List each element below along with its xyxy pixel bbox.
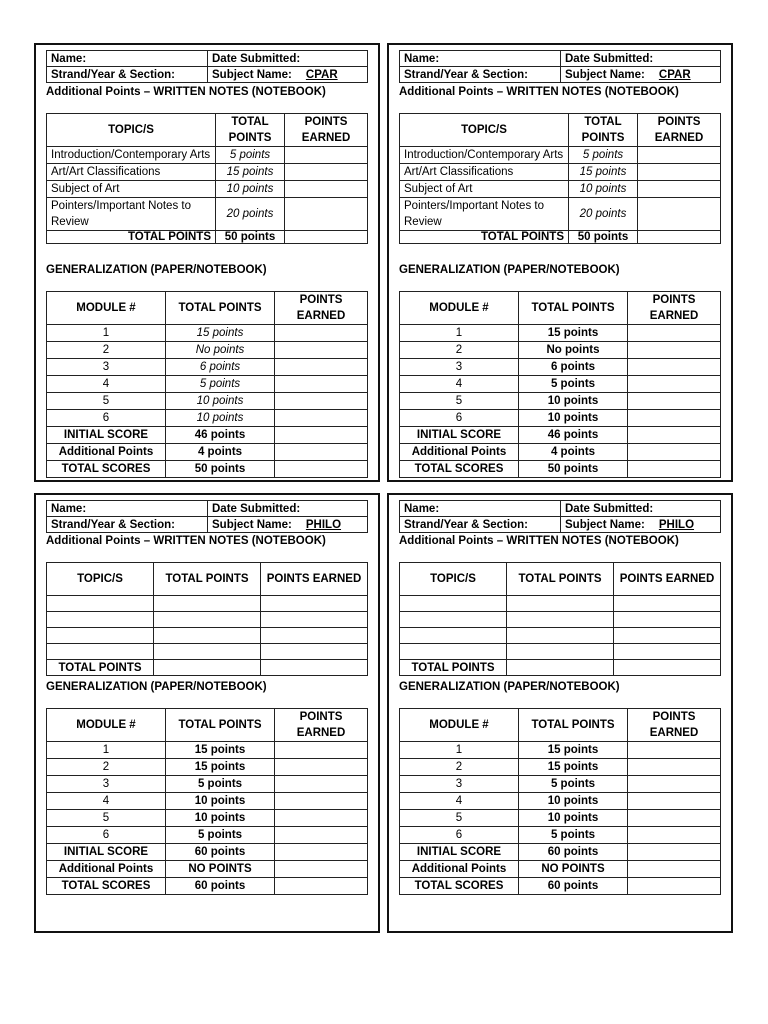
points-earned-cell[interactable] xyxy=(638,164,721,181)
points-earned-cell[interactable] xyxy=(261,628,368,644)
topic-row xyxy=(400,628,721,644)
topics-table: TOPIC/S TOTAL POINTS POINTS EARNED TOTAL POINTS xyxy=(399,562,721,676)
points-earned-cell[interactable] xyxy=(614,596,721,612)
section-field[interactable]: Strand/Year & Section: xyxy=(47,67,208,83)
points-earned-cell[interactable] xyxy=(614,660,721,676)
module-row: 6 10 points xyxy=(400,410,721,427)
module-row: 4 10 points xyxy=(47,793,368,810)
points-earned-cell[interactable] xyxy=(614,628,721,644)
name-field[interactable]: Name: xyxy=(47,51,208,67)
topic-row xyxy=(400,596,721,612)
module-row: 1 15 points xyxy=(400,742,721,759)
points-earned-cell[interactable] xyxy=(261,644,368,660)
generalization-title: GENERALIZATION (PAPER/NOTEBOOK) xyxy=(399,264,620,276)
topic-cell[interactable] xyxy=(400,644,507,660)
philo-card-right xyxy=(387,493,733,933)
module-row: 6 5 points xyxy=(47,827,368,844)
total-points-cell[interactable] xyxy=(507,644,614,660)
points-earned-cell[interactable] xyxy=(275,444,368,461)
additional-points-row: Additional Points NO POINTS xyxy=(400,861,721,878)
total-points-cell[interactable] xyxy=(507,660,614,676)
points-earned-cell[interactable] xyxy=(285,231,368,244)
points-earned-cell[interactable] xyxy=(275,844,368,861)
points-earned-cell[interactable] xyxy=(275,793,368,810)
cpar-card-left xyxy=(34,43,380,482)
points-earned-cell[interactable] xyxy=(614,644,721,660)
section-field[interactable]: Strand/Year & Section: xyxy=(400,67,561,83)
points-earned-cell[interactable] xyxy=(628,444,721,461)
module-row: 2 15 points xyxy=(47,759,368,776)
additional-points-row: Additional Points 4 points xyxy=(47,444,368,461)
topic-row: Art/Art Classifications 15 points xyxy=(400,164,721,181)
topic-cell[interactable] xyxy=(400,596,507,612)
generalization-title: GENERALIZATION (PAPER/NOTEBOOK) xyxy=(46,681,267,693)
module-row: 2 No points xyxy=(47,342,368,359)
points-earned-cell[interactable] xyxy=(275,461,368,478)
generalization-title: GENERALIZATION (PAPER/NOTEBOOK) xyxy=(46,264,267,276)
points-earned-cell[interactable] xyxy=(628,878,721,895)
topic-row: Introduction/Contemporary Arts 5 points xyxy=(47,147,368,164)
points-earned-cell[interactable] xyxy=(628,810,721,827)
initial-score-row: INITIAL SCORE 46 points xyxy=(47,427,368,444)
points-earned-cell[interactable] xyxy=(638,181,721,198)
points-earned-cell[interactable] xyxy=(275,410,368,427)
topic-cell[interactable] xyxy=(47,628,154,644)
module-row: 2 15 points xyxy=(400,759,721,776)
points-earned-cell[interactable] xyxy=(628,410,721,427)
points-earned-cell[interactable] xyxy=(275,393,368,410)
total-scores-row: TOTAL SCORES 50 points xyxy=(400,461,721,478)
points-earned-cell[interactable] xyxy=(628,861,721,878)
initial-score-row: INITIAL SCORE 46 points xyxy=(400,427,721,444)
points-earned-cell[interactable] xyxy=(275,325,368,342)
modules-table: MODULE # TOTAL POINTS POINTS EARNED 1 15 points 2 No points 3 6 points 4 5 points 5 10 points 6 10 points INITIAL SCORE 46 points Additional Points 4 points TOTAL SCORES 50 points xyxy=(399,291,721,478)
topic-row: Pointers/Important Notes to Review 20 points xyxy=(47,198,368,231)
additional-points-row: Additional Points NO POINTS xyxy=(47,861,368,878)
topic-row: Subject of Art 10 points xyxy=(400,181,721,198)
total-points-cell[interactable] xyxy=(507,596,614,612)
topic-row xyxy=(400,644,721,660)
name-field[interactable]: Name: xyxy=(400,501,561,517)
points-earned-cell[interactable] xyxy=(275,359,368,376)
student-header xyxy=(46,50,368,83)
subject-field: Subject Name: CPAR xyxy=(208,67,368,83)
module-row: 3 5 points xyxy=(47,776,368,793)
topic-row: Introduction/Contemporary Arts 5 points xyxy=(400,147,721,164)
module-row: 4 5 points xyxy=(47,376,368,393)
total-scores-row: TOTAL SCORES 60 points xyxy=(400,878,721,895)
points-earned-cell[interactable] xyxy=(275,827,368,844)
topic-row: Art/Art Classifications 15 points xyxy=(47,164,368,181)
additional-points-row: Additional Points 4 points xyxy=(400,444,721,461)
points-earned-cell[interactable] xyxy=(628,759,721,776)
points-earned-cell[interactable] xyxy=(614,612,721,628)
topics-table: TOPIC/S TOTAL POINTS POINTS EARNED TOTAL POINTS xyxy=(46,562,368,676)
points-earned-cell[interactable] xyxy=(638,231,721,244)
cpar-card-right xyxy=(387,43,733,482)
topics-total-row: TOTAL POINTS 50 points xyxy=(47,231,368,244)
date-submitted-field[interactable]: Date Submitted: xyxy=(561,501,721,517)
section-field[interactable]: Strand/Year & Section: xyxy=(47,517,208,533)
written-notes-title: Additional Points – WRITTEN NOTES (NOTEBOOK) xyxy=(399,86,679,98)
topic-row xyxy=(47,628,368,644)
modules-table: MODULE # TOTAL POINTS POINTS EARNED 1 15 points 2 15 points 3 5 points 4 10 points 5 10 points 6 5 points INITIAL SCORE 60 points Additional Points NO POINTS TOTAL SCORES 60 points xyxy=(46,708,368,895)
points-earned-cell[interactable] xyxy=(275,342,368,359)
module-row: 4 10 points xyxy=(400,793,721,810)
modules-table: MODULE # TOTAL POINTS POINTS EARNED 1 15 points 2 No points 3 6 points 4 5 points 5 10 points 6 10 points INITIAL SCORE 46 points Additional Points 4 points TOTAL SCORES 50 points xyxy=(46,291,368,478)
points-earned-cell[interactable] xyxy=(285,147,368,164)
topic-row: Pointers/Important Notes to Review 20 points xyxy=(400,198,721,231)
points-earned-cell[interactable] xyxy=(261,612,368,628)
subject-field: Subject Name: PHILO xyxy=(208,517,368,533)
module-row: 6 10 points xyxy=(47,410,368,427)
written-notes-title: Additional Points – WRITTEN NOTES (NOTEBOOK) xyxy=(46,86,326,98)
topics-table: TOPIC/S TOTAL POINTS POINTS EARNED Introduction/Contemporary Arts 5 points Art/Art Classifications 15 points Subject of Art 10 points Pointers/Important Notes to Review 20 points TOTAL POINTS 50 points xyxy=(46,113,368,244)
points-earned-cell[interactable] xyxy=(628,359,721,376)
total-points-cell[interactable] xyxy=(154,644,261,660)
points-earned-cell[interactable] xyxy=(638,147,721,164)
module-row: 5 10 points xyxy=(47,393,368,410)
points-earned-cell[interactable] xyxy=(275,759,368,776)
name-field[interactable]: Name: xyxy=(47,501,208,517)
topic-row xyxy=(47,596,368,612)
points-earned-cell[interactable] xyxy=(275,878,368,895)
module-row: 1 15 points xyxy=(47,742,368,759)
total-points-cell[interactable] xyxy=(154,596,261,612)
subject-field: Subject Name: PHILO xyxy=(561,517,721,533)
student-header xyxy=(46,500,368,533)
points-earned-cell[interactable] xyxy=(628,742,721,759)
name-field[interactable]: Name: xyxy=(400,51,561,67)
points-earned-cell[interactable] xyxy=(275,861,368,878)
points-earned-cell[interactable] xyxy=(285,164,368,181)
topics-table: TOPIC/S TOTAL POINTS POINTS EARNED Introduction/Contemporary Arts 5 points Art/Art Classifications 15 points Subject of Art 10 points Pointers/Important Notes to Review 20 points TOTAL POINTS 50 points xyxy=(399,113,721,244)
date-submitted-field[interactable]: Date Submitted: xyxy=(208,51,368,67)
topic-cell[interactable] xyxy=(400,628,507,644)
points-earned-cell[interactable] xyxy=(628,393,721,410)
points-earned-cell[interactable] xyxy=(638,198,721,231)
points-earned-cell[interactable] xyxy=(285,181,368,198)
points-earned-cell[interactable] xyxy=(275,776,368,793)
topic-cell[interactable] xyxy=(47,644,154,660)
module-row: 3 6 points xyxy=(400,359,721,376)
written-notes-title: Additional Points – WRITTEN NOTES (NOTEBOOK) xyxy=(399,535,679,547)
points-earned-cell[interactable] xyxy=(628,427,721,444)
topic-row xyxy=(400,612,721,628)
module-row: 1 15 points xyxy=(47,325,368,342)
points-earned-cell[interactable] xyxy=(628,827,721,844)
module-row: 5 10 points xyxy=(400,810,721,827)
philo-card-left xyxy=(34,493,380,933)
total-points-cell[interactable] xyxy=(507,628,614,644)
initial-score-row: INITIAL SCORE 60 points xyxy=(47,844,368,861)
total-points-cell[interactable] xyxy=(154,628,261,644)
module-row: 5 10 points xyxy=(47,810,368,827)
points-earned-cell[interactable] xyxy=(628,793,721,810)
points-earned-cell[interactable] xyxy=(261,596,368,612)
points-earned-cell[interactable] xyxy=(628,376,721,393)
generalization-title: GENERALIZATION (PAPER/NOTEBOOK) xyxy=(399,681,620,693)
initial-score-row: INITIAL SCORE 60 points xyxy=(400,844,721,861)
subject-field: Subject Name: CPAR xyxy=(561,67,721,83)
points-earned-cell[interactable] xyxy=(628,844,721,861)
points-earned-cell[interactable] xyxy=(285,198,368,231)
topic-row xyxy=(47,644,368,660)
topics-total-row: TOTAL POINTS xyxy=(400,660,721,676)
module-row: 3 6 points xyxy=(47,359,368,376)
module-row: 1 15 points xyxy=(400,325,721,342)
topic-cell[interactable] xyxy=(47,612,154,628)
topic-row xyxy=(47,612,368,628)
topic-row: Subject of Art 10 points xyxy=(47,181,368,198)
points-earned-cell[interactable] xyxy=(275,376,368,393)
module-row: 4 5 points xyxy=(400,376,721,393)
topics-total-row: TOTAL POINTS xyxy=(47,660,368,676)
module-row: 6 5 points xyxy=(400,827,721,844)
points-earned-cell[interactable] xyxy=(628,776,721,793)
module-row: 5 10 points xyxy=(400,393,721,410)
points-earned-cell[interactable] xyxy=(275,427,368,444)
date-submitted-field[interactable]: Date Submitted: xyxy=(561,51,721,67)
total-scores-row: TOTAL SCORES 60 points xyxy=(47,878,368,895)
topic-cell[interactable] xyxy=(47,596,154,612)
topic-cell[interactable] xyxy=(400,612,507,628)
points-earned-cell[interactable] xyxy=(628,461,721,478)
total-points-cell[interactable] xyxy=(507,612,614,628)
total-points-cell[interactable] xyxy=(154,660,261,676)
module-row: 3 5 points xyxy=(400,776,721,793)
topics-total-row: TOTAL POINTS 50 points xyxy=(400,231,721,244)
date-submitted-field[interactable]: Date Submitted: xyxy=(208,501,368,517)
student-header xyxy=(399,500,721,533)
points-earned-cell[interactable] xyxy=(275,742,368,759)
module-row: 2 No points xyxy=(400,342,721,359)
total-scores-row: TOTAL SCORES 50 points xyxy=(47,461,368,478)
modules-table: MODULE # TOTAL POINTS POINTS EARNED 1 15 points 2 15 points 3 5 points 4 10 points 5 10 points 6 5 points INITIAL SCORE 60 points Additional Points NO POINTS TOTAL SCORES 60 points xyxy=(399,708,721,895)
section-field[interactable]: Strand/Year & Section: xyxy=(400,517,561,533)
points-earned-cell[interactable] xyxy=(628,325,721,342)
points-earned-cell[interactable] xyxy=(628,342,721,359)
total-points-cell[interactable] xyxy=(154,612,261,628)
written-notes-title: Additional Points – WRITTEN NOTES (NOTEBOOK) xyxy=(46,535,326,547)
student-header xyxy=(399,50,721,83)
points-earned-cell[interactable] xyxy=(275,810,368,827)
points-earned-cell[interactable] xyxy=(261,660,368,676)
